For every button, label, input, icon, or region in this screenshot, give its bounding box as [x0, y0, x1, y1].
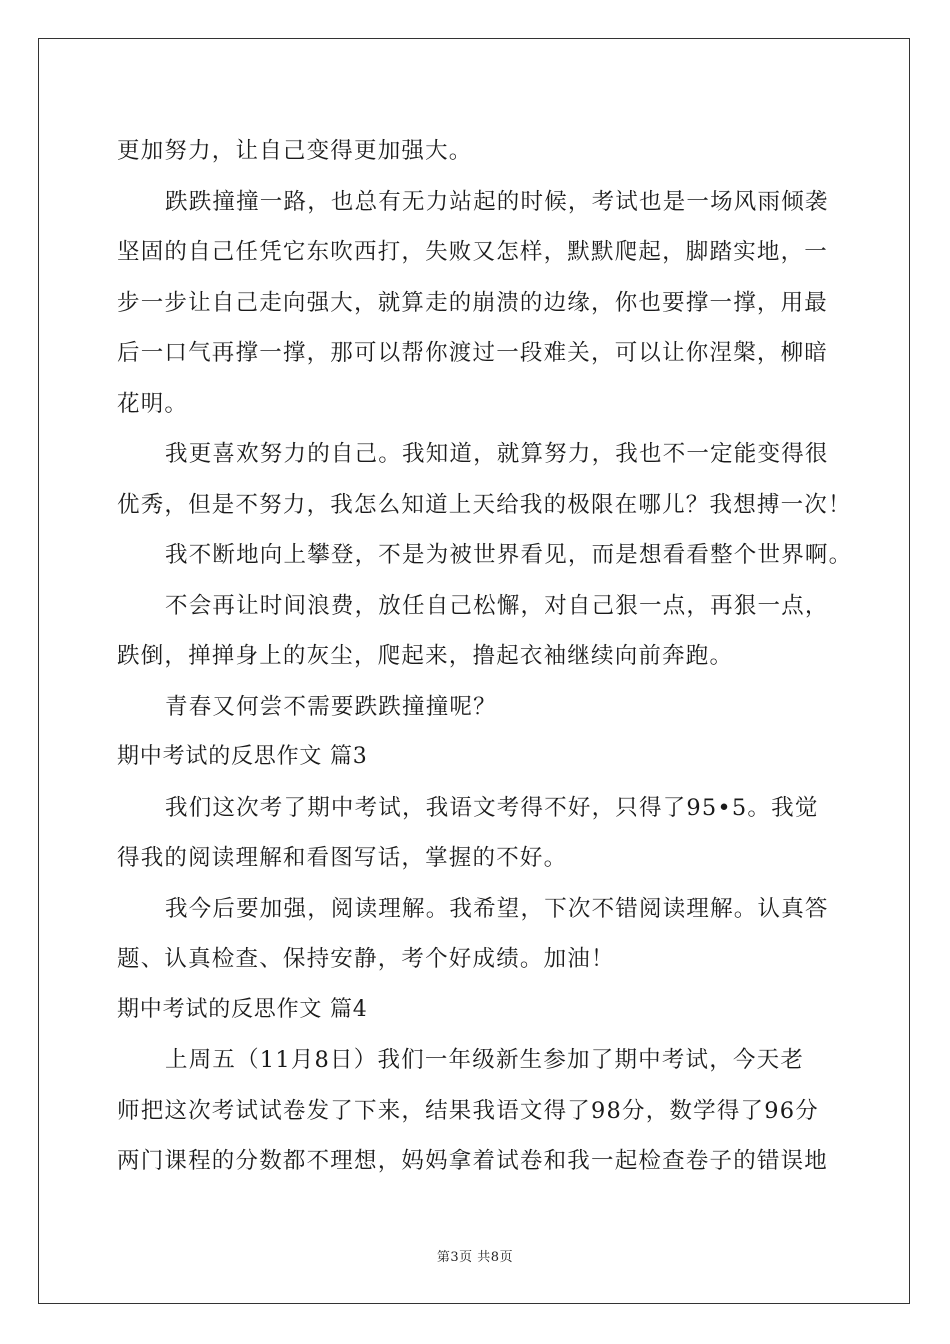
paragraph-line: 青春又何尝不需要跌跌撞撞呢？ [165, 693, 497, 720]
paragraph-line: 我更喜欢努力的自己。我知道，就算努力，我也不一定能变得很 [165, 441, 829, 467]
paragraph-line: 上周五（11月8日）我们一年级新生参加了期中考试，今天老 [165, 1047, 805, 1073]
paragraph-line: 题、认真检查、保持安静，考个好成绩。加油！ [117, 946, 615, 972]
paragraph-line: 得我的阅读理解和看图写话，掌握的不好。 [117, 845, 568, 871]
paragraph-line: 花明。 [117, 390, 189, 417]
paragraph-line: 坚固的自己任凭它东吹西打，失败又怎样，默默爬起，脚踏实地，一 [117, 239, 829, 265]
paragraph-line: 跌倒，掸掸身上的灰尘，爬起来，撸起衣袖继续向前奔跑。 [117, 643, 734, 669]
page-footer: 第3页 共8页 [436, 1250, 514, 1265]
paragraph-line: 我今后要加强，阅读理解。我希望，下次不错阅读理解。认真答 [165, 895, 829, 922]
paragraph-line: 后一口气再撑一撑，那可以帮你渡过一段难关，可以让你涅槃，柳暗 [117, 340, 829, 366]
paragraph-line: 更加努力，让自己变得更加强大。 [117, 138, 473, 164]
paragraph-line: 两门课程的分数都不理想，妈妈拿着试卷和我一起检查卷子的错误地 [117, 1148, 829, 1174]
paragraph-line: 不会再让时间浪费，放任自己松懈，对自己狠一点，再狠一点， [165, 592, 829, 619]
paragraph-line: 优秀，但是不努力，我怎么知道上天给我的极限在哪儿？我想搏一次！ [117, 491, 852, 518]
section-heading: 期中考试的反思作文 篇3 [117, 744, 368, 769]
paragraph-line: 师把这次考试试卷发了下来，结果我语文得了98分，数学得了96分 [117, 1097, 819, 1124]
paragraph-line: 我不断地向上攀登，不是为被世界看见，而是想看看整个世界啊。 [165, 542, 853, 568]
document-body [117, 126, 853, 1187]
section-heading: 期中考试的反思作文 篇4 [117, 996, 368, 1022]
paragraph-line: 步一步让自己走向强大，就算走的崩溃的边缘，你也要撑一撑，用最 [117, 289, 829, 316]
paragraph-line: 跌跌撞撞一路，也总有无力站起的时候，考试也是一场风雨倾袭 [165, 188, 829, 215]
paragraph-line: 我们这次考了期中考试，我语文考得不好，只得了95•5。我觉 [165, 794, 819, 821]
